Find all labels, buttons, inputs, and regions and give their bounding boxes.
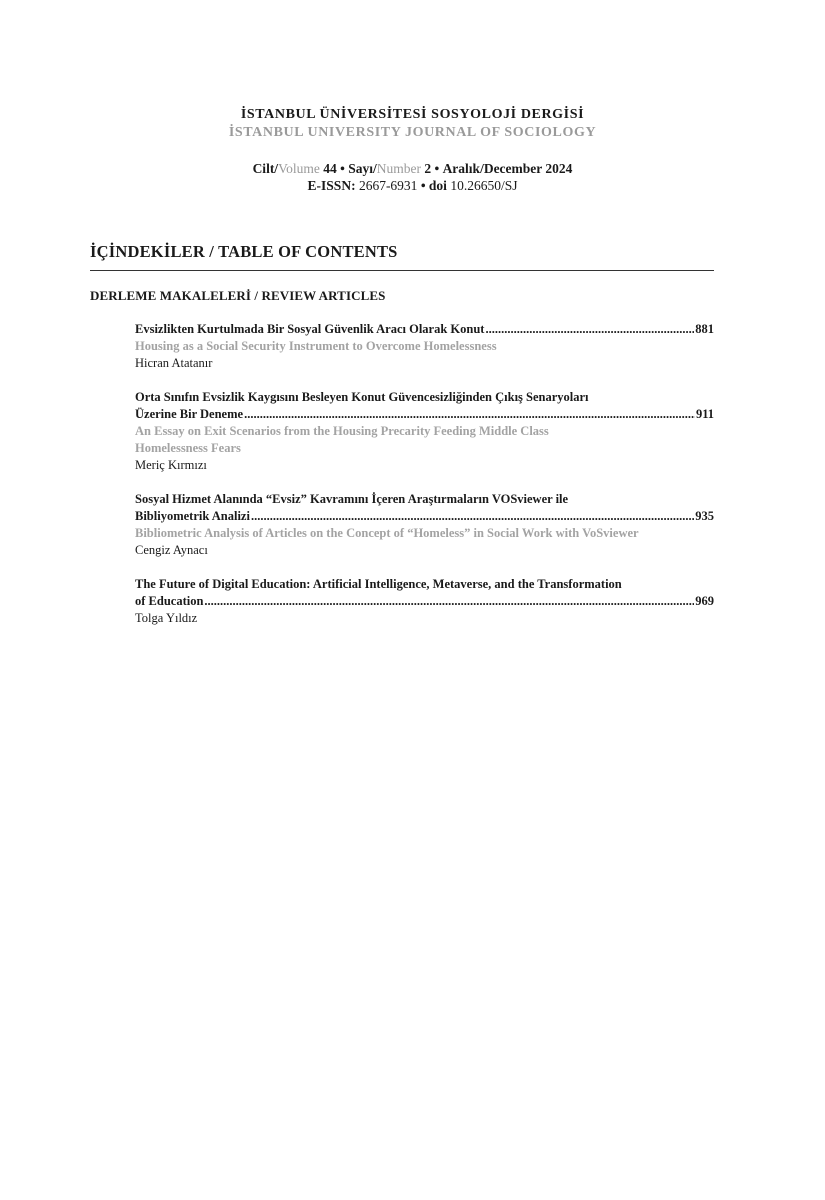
entry-title-line[interactable] — [135, 508, 714, 525]
bullet-separator: • — [340, 161, 345, 176]
number-label: Number — [376, 161, 421, 176]
volume-value: 44 — [323, 161, 337, 176]
bullet-separator: • — [434, 161, 440, 176]
dot-leader — [251, 508, 694, 525]
section-heading: DERLEME MAKALELERİ / REVIEW ARTICLES — [90, 288, 386, 303]
entry-author: Meriç Kırmızı — [135, 458, 207, 472]
entry-english-title: Bibliometric Analysis of Articles on the Concept of “Homeless” in Social Work with VoSviewer — [135, 526, 639, 540]
volume-label: Volume — [278, 161, 320, 176]
entry-english-title: An Essay on Exit Scenarios from the Housing Precarity Feeding Middle Class — [135, 424, 549, 438]
entry-title-line[interactable] — [135, 593, 714, 610]
entry-english-title: Housing as a Social Security Instrument to Overcome Homelessness — [135, 339, 497, 353]
toc-entry[interactable] — [135, 389, 714, 474]
dot-leader — [485, 321, 694, 338]
toc-divider — [90, 270, 714, 271]
entry-title[interactable]: Üzerine Bir Deneme — [135, 407, 244, 421]
entry-author: Cengiz Aynacı — [135, 543, 208, 557]
cilt-label: Cilt/ — [252, 161, 279, 176]
number-value: 2 — [424, 161, 432, 176]
toc-entry[interactable] — [135, 491, 714, 559]
entry-title[interactable]: Evsizlikten Kurtulmada Bir Sosyal Güvenlik Aracı Olarak Konut — [135, 322, 485, 336]
entry-title[interactable]: of Education — [135, 594, 204, 608]
entry-title-first-line[interactable]: The Future of Digital Education: Artificial Intelligence, Metaverse, and the Transformation — [135, 577, 622, 591]
page-number[interactable]: 935 — [695, 509, 714, 523]
entry-title-first-line[interactable]: Sosyal Hizmet Alanında “Evsiz” Kavramını İçeren Araştırmaların VOSviewer ile — [135, 492, 569, 506]
dot-leader — [244, 406, 695, 423]
issue-date: Aralık/December 2024 — [442, 161, 573, 176]
eissn-label: E-ISSN: — [307, 178, 356, 193]
entry-author: Hicran Atatanır — [135, 356, 213, 370]
toc-entries — [135, 321, 714, 644]
sayi-label: Sayı/ — [348, 161, 377, 176]
entry-title[interactable]: Bibliyometrik Analizi — [135, 509, 250, 523]
entry-title-line[interactable] — [135, 406, 714, 423]
toc-entry[interactable] — [135, 576, 714, 627]
dot-leader — [204, 593, 694, 610]
doi-value: 10.26650/SJ — [450, 178, 518, 193]
page-number[interactable]: 911 — [695, 407, 714, 421]
journal-masthead — [0, 106, 825, 194]
entry-english-title-cont: Homelessness Fears — [135, 441, 241, 455]
entry-author: Tolga Yıldız — [135, 611, 198, 625]
entry-title-first-line[interactable]: Orta Sınıfın Evsizlik Kaygısını Besleyen Konut Güvencesizliğinden Çıkış Senaryoları — [135, 390, 589, 404]
bullet-separator: • — [420, 178, 426, 193]
entry-title-line[interactable] — [135, 321, 714, 338]
page-number[interactable]: 881 — [695, 322, 714, 336]
issn-doi-line — [0, 177, 825, 194]
journal-title-en: İSTANBUL UNIVERSITY JOURNAL OF SOCIOLOGY — [228, 125, 597, 140]
volume-info — [0, 160, 825, 177]
toc-heading: İÇİNDEKİLER / TABLE OF CONTENTS — [90, 242, 398, 261]
journal-title-tr: İSTANBUL ÜNİVERSİTESİ SOSYOLOJİ DERGİSİ — [240, 107, 585, 122]
page-number[interactable]: 969 — [695, 594, 714, 608]
eissn-value: 2667-6931 — [358, 178, 418, 193]
toc-entry[interactable] — [135, 321, 714, 372]
doi-label: doi — [428, 178, 447, 193]
